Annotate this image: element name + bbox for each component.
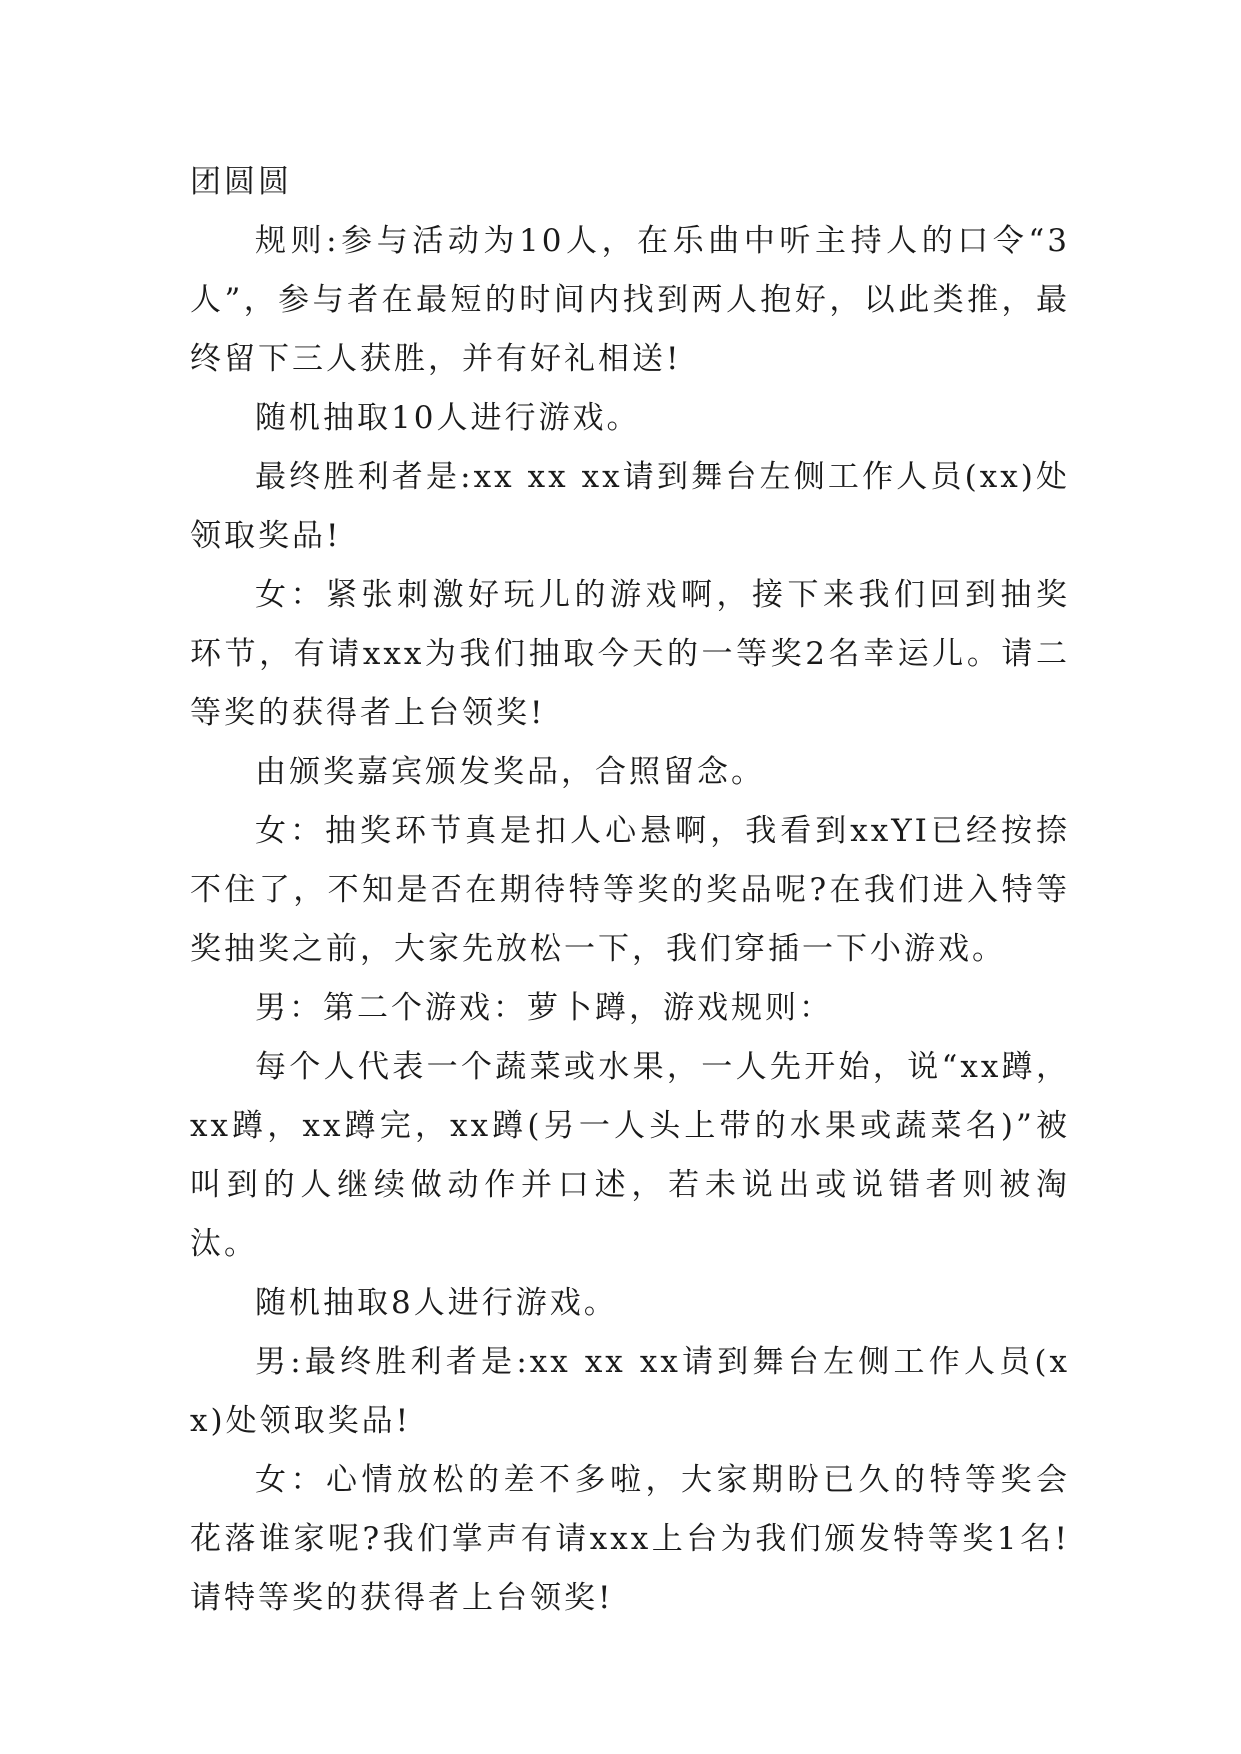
paragraph-award-photo: 由颁奖嘉宾颁发奖品，合照留念。 [255, 754, 765, 790]
paragraph-winners-1: 最终胜利者是:xx xx xx请到舞台左侧工作人员(xx)处领取奖品! [190, 459, 1070, 554]
section-heading: 团圆圆 [190, 164, 292, 200]
paragraph-grand-prize: 女：心情放松的差不多啦，大家期盼已久的特等奖会花落谁家呢?我们掌声有请xxx上台为我们颁发特等奖1名!请特等奖的获得者上台领奖! [190, 1462, 1070, 1616]
paragraph-second-game: 男：第二个游戏：萝卜蹲，游戏规则： [255, 990, 833, 1026]
paragraph-first-prize: 女：紧张刺激好玩儿的游戏啊，接下来我们回到抽奖环节，有请xxx为我们抽取今天的一等奖2名幸运儿。请二等奖的获得者上台领奖! [190, 577, 1070, 731]
document-body [190, 153, 1070, 1628]
paragraph-game-rules: 每个人代表一个蔬菜或水果，一人先开始，说“xx蹲，xx蹲，xx蹲完，xx蹲(另一人头上带的水果或蔬菜名)”被叫到的人继续做动作并口述，若未说出或说错者则被淘汰。 [190, 1049, 1070, 1262]
paragraph-draw-10: 随机抽取10人进行游戏。 [255, 400, 641, 436]
paragraph-draw-8: 随机抽取8人进行游戏。 [255, 1285, 618, 1321]
paragraph-winners-2: 男:最终胜利者是:xx xx xx请到舞台左侧工作人员(xx)处领取奖品! [190, 1344, 1070, 1439]
paragraph-suspense: 女：抽奖环节真是扣人心悬啊，我看到xxYI已经按捺不住了，不知是否在期待特等奖的奖品呢?在我们进入特等奖抽奖之前，大家先放松一下，我们穿插一下小游戏。 [190, 813, 1070, 967]
paragraph-rules: 规则:参与活动为10人，在乐曲中听主持人的口令“3人”，参与者在最短的时间内找到两人抱好，以此类推，最终留下三人获胜，并有好礼相送! [190, 223, 1070, 377]
